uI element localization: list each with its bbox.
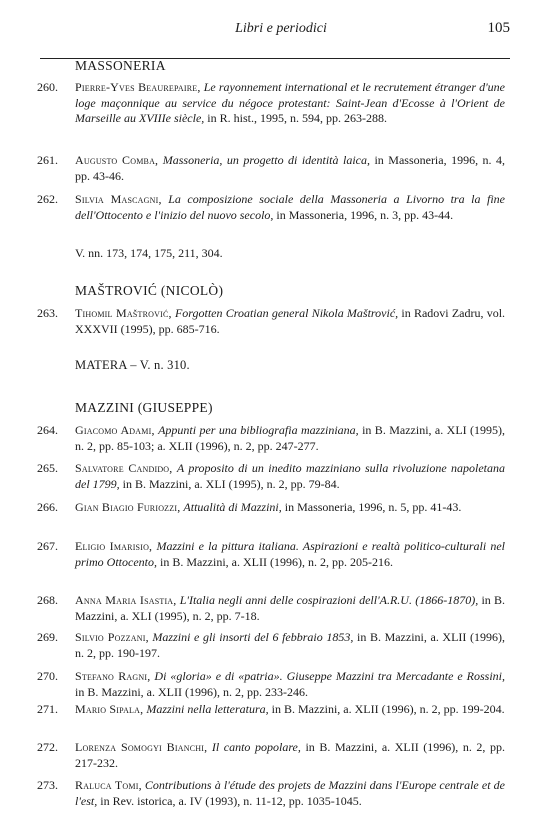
entry-title: Mazzini e gli insorti del 6 febbraio 1853, (152, 630, 354, 644)
bibliography-entry-272 (37, 740, 505, 771)
entry-title: Mazzini nella letteratura, (146, 702, 269, 716)
entry-title: L'Italia negli anni delle cospirazioni dell'A.R.U. (1866-1870), (179, 593, 479, 607)
entry-text (75, 539, 505, 570)
see-also-references: V. nn. 173, 174, 175, 211, 304. (75, 246, 223, 260)
entry-source: in B. Mazzini, a. XLII (1996), n. 2, pp. 217-232. (75, 740, 506, 770)
entry-number: 271. (37, 702, 58, 716)
bibliography-entry-264 (37, 423, 505, 454)
bibliography-entry-271 (37, 702, 505, 718)
entry-text (75, 461, 505, 492)
entry-author: Silvia Mascagni, (75, 192, 162, 206)
entry-number: 268. (37, 593, 58, 607)
entry-number: 266. (37, 500, 58, 514)
entry-source: in B. Mazzini, a. XLI (1995), n. 2, pp. 85-103; a. XLII (1996), n. 2, pp. 247-277. (75, 423, 506, 453)
section-heading-mastrovic: MAŠTROVIĆ (NICOLÒ) (75, 283, 224, 298)
entry-source: in B. Mazzini, a. XLII (1996), n. 2, pp. 205-216. (160, 554, 393, 569)
entry-source: in Massoneria, 1996, n. 3, pp. 43-44. (276, 207, 454, 222)
entry-title: A proposito di un inedito mazziniano sulla rivoluzione napoletana del 1799, (75, 461, 506, 491)
bibliography-entry-268 (37, 593, 505, 624)
entry-author: Giacomo Adami, (75, 423, 155, 437)
entry-author: Augusto Comba, (75, 153, 159, 167)
entry-number: 273. (37, 778, 58, 792)
bibliography-entry-269 (37, 630, 505, 661)
entry-author: Mario Sipala, (75, 702, 144, 716)
bibliography-entry-273 (37, 778, 505, 809)
entry-title: Il canto popolare, (211, 740, 301, 754)
entry-author: Stefano Ragni, (75, 669, 151, 683)
entry-title: Le rayonnement international et le recrutement étranger d'une loge maçonnique au service du négoce protestant: Saint-Jean d'Ecosse à l'Orient de Marseille au XVIIIe siècle, (75, 80, 506, 126)
entry-number: 265. (37, 461, 58, 475)
entry-author: Raluca Tomi, (75, 778, 142, 792)
entry-title: Attualità di Mazzini, (183, 500, 282, 514)
bibliography-entry-260 (37, 80, 505, 127)
entry-author: Salvatore Candido, (75, 461, 173, 475)
entry-number: 270. (37, 669, 58, 683)
entry-source: in Radovi Zadru, vol. XXXVII (1995), pp. 685-716. (75, 306, 506, 336)
entry-author: Gian Biagio Furiozzi, (75, 500, 181, 514)
section-heading-massoneria: MASSONERIA (75, 58, 166, 73)
entry-number: 269. (37, 630, 58, 644)
entry-source: in Massoneria, 1996, n. 4, pp. 43-46. (75, 153, 506, 183)
bibliography-entry-263 (37, 306, 505, 337)
entry-text (75, 153, 505, 184)
page-number: 105 (487, 20, 510, 36)
entry-author: Pierre-Yves Beaurepaire, (75, 80, 201, 94)
entry-title: Massoneria, un progetto di identità laica, (162, 153, 370, 167)
bibliography-entry-266 (37, 500, 505, 516)
entry-source: in Rev. istorica, a. IV (1993), n. 11-12, pp. 1035-1045. (100, 793, 362, 808)
bibliography-entry-261 (37, 153, 505, 184)
entry-source: in B. Mazzini, a. XLI (1995), n. 2, pp. 79-84. (122, 476, 340, 491)
entry-text (75, 702, 505, 718)
entry-number: 260. (37, 80, 58, 94)
entry-number: 262. (37, 192, 58, 206)
entry-source: in B. Mazzini, a. XLI (1995), n. 2, pp. 7-18. (75, 593, 506, 623)
bibliography-entry-270 (37, 669, 505, 700)
entry-text (75, 80, 505, 127)
entry-text (75, 423, 505, 454)
entry-title: Forgotten Croatian general Nikola Maštrović, (174, 306, 399, 320)
running-header (0, 20, 550, 40)
entry-number: 261. (37, 153, 58, 167)
entry-source: in R. hist., 1995, n. 594, pp. 263-288. (207, 111, 387, 126)
entry-text (75, 740, 505, 771)
entry-title: Mazzini e la pittura italiana. Aspirazioni e realtà politico-culturali nel primo Ottocento, (75, 539, 506, 569)
entry-number: 272. (37, 740, 58, 754)
entry-text (75, 669, 505, 700)
entry-author: Anna Maria Isastia, (75, 593, 177, 607)
entry-author: Lorenza Somogyi Bianchi, (75, 740, 208, 754)
entry-source: in B. Mazzini, a. XLII (1996), n. 2, pp. 190-197. (75, 630, 506, 660)
entry-text (75, 630, 505, 661)
bibliography-entry-265 (37, 461, 505, 492)
entry-text (75, 500, 505, 516)
header-title: Libri e periodici (235, 21, 327, 36)
entry-number: 267. (37, 539, 58, 553)
bibliography-entry-267 (37, 539, 505, 570)
bibliography-entry-262 (37, 192, 505, 223)
entry-title: Contributions à l'étude des projets de Mazzini dans l'Europe centrale et de l'est, (75, 778, 505, 808)
section-heading-mazzini: MAZZINI (GIUSEPPE) (75, 400, 213, 415)
entry-text (75, 192, 505, 223)
entry-author: Tihomil Maštrović, (75, 306, 172, 320)
entry-author: Silvio Pozzani, (75, 630, 149, 644)
entry-text (75, 778, 505, 809)
entry-text (75, 593, 505, 624)
entry-text (75, 306, 505, 337)
entry-title: Di «gloria» e di «patria». Giuseppe Mazzini tra Mercadante e Rossini, (154, 669, 506, 683)
entry-source: in Massoneria, 1996, n. 5, pp. 41-43. (284, 500, 462, 514)
entry-source: in B. Mazzini, a. XLII (1996), n. 2, pp. 233-246. (75, 684, 308, 699)
entry-title: Appunti per una bibliografia mazziniana, (158, 423, 359, 437)
entry-number: 263. (37, 306, 58, 320)
entry-number: 264. (37, 423, 58, 437)
entry-title: La composizione sociale della Massoneria a Livorno tra la fine dell'Ottocento e l'inizio del nuovo secolo, (75, 192, 505, 222)
entry-source: in B. Mazzini, a. XLII (1996), n. 2, pp. 199-204. (271, 702, 505, 716)
entry-author: Eligio Imarisio, (75, 539, 153, 553)
cross-reference-matera: MATERA – V. n. 310. (75, 358, 190, 372)
